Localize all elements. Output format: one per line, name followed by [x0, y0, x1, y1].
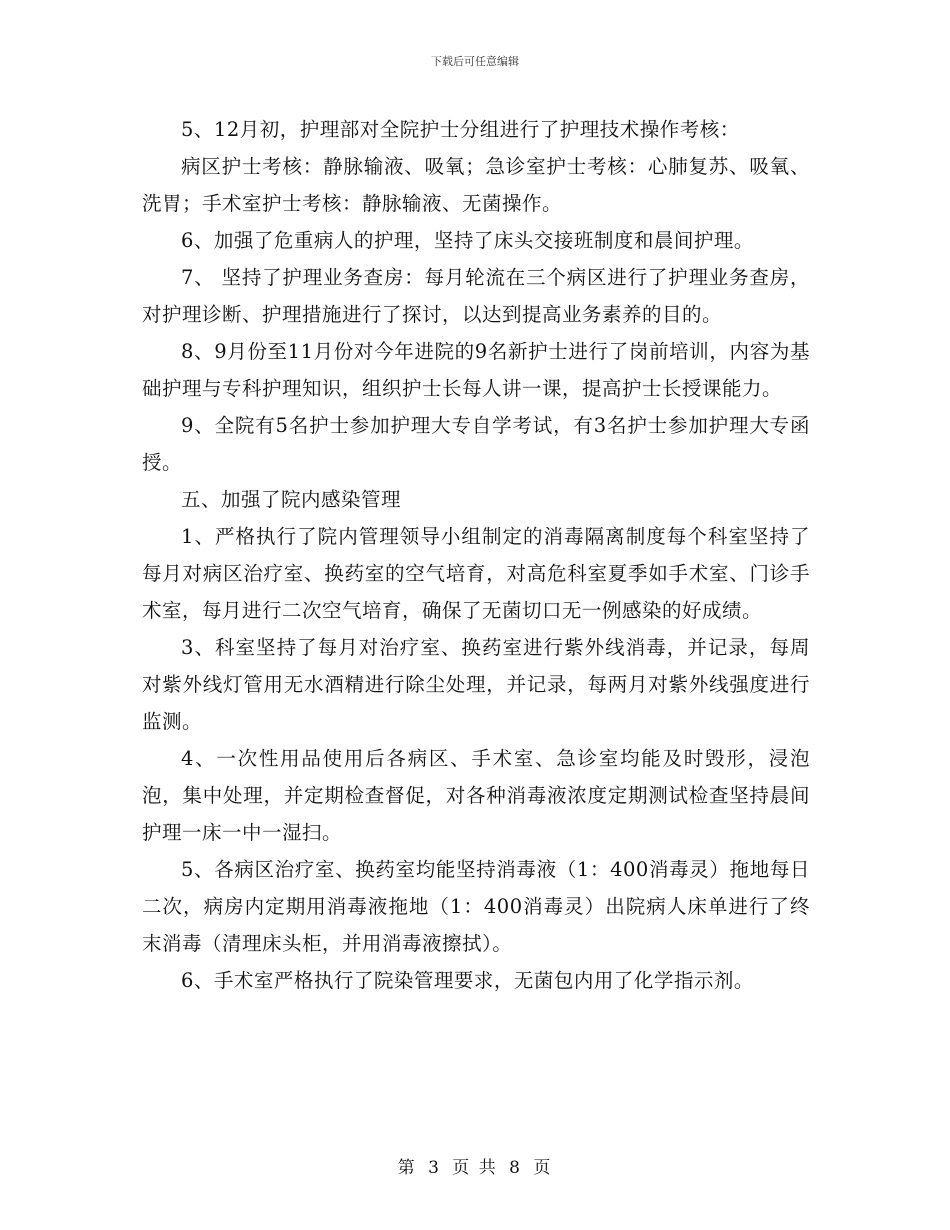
footer-middle: 页 共 [452, 1158, 498, 1178]
paragraph-infection-item-3: 3、科室坚持了每月对治疗室、换药室进行紫外线消毒，并记录，每周对紫外线灯管用无水酒精进行除尘处理，并记录，每两月对紫外线强度进行监测。 [142, 636, 810, 733]
paragraph-infection-item-1: 1、严格执行了院内管理领导小组制定的消毒隔离制度每个科室坚持了每月对病区治疗室、换药室的空气培育，对高危科室夏季如手术室、门诊手术室，每月进行二次空气培育，确保了无菌切口无一例感染的好成绩。 [142, 525, 810, 622]
paragraph-item-7-ward-rounds: 7、 坚持了护理业务查房：每月轮流在三个病区进行了护理业务查房，对护理诊断、护理措施进行了探讨，以达到提高业务素养的目的。 [142, 266, 810, 326]
paragraph-infection-item-6: 6、手术室严格执行了院染管理要求，无菌包内用了化学指示剂。 [181, 969, 754, 992]
paragraph-infection-item-4: 4、一次性用品使用后各病区、手术室、急诊室均能及时毁形，浸泡泡，集中处理，并定期检查督促，对各种消毒液浓度定期测试检查坚持晨间护理一床一中一湿扫。 [142, 747, 810, 844]
paragraph-item-5-assessment: 5、12月初，护理部对全院护士分组进行了护理技术操作考核： [181, 118, 740, 141]
footer-suffix: 页 [533, 1158, 553, 1178]
document-body [142, 111, 810, 999]
paragraph-item-9-exams: 9、全院有5名护士参加护理大专自学考试，有3名护士参加护理大专函授。 [142, 414, 810, 474]
paragraph-item-6-critical-care: 6、加强了危重病人的护理，坚持了床头交接班制度和晨间护理。 [181, 229, 754, 252]
footer-current-page: 3 [428, 1158, 441, 1178]
section-heading-infection-control: 五、加强了院内感染管理 [181, 488, 402, 511]
page-footer [0, 1153, 950, 1178]
footer-prefix: 第 [397, 1158, 417, 1178]
paragraph-item-8-training: 8、9月份至11月份对今年进院的9名新护士进行了岗前培训，内容为基础护理与专科护理知识，组织护士长每人讲一课，提高护士长授课能力。 [142, 340, 810, 400]
footer-total-pages: 8 [509, 1158, 522, 1178]
paragraph-assessment-details: 病区护士考核：静脉输液、吸氧；急诊室护士考核：心肺复苏、吸氧、洗胃；手术室护士考核：静脉输液、无菌操作。 [142, 155, 810, 215]
paragraph-infection-item-5: 5、各病区治疗室、换药室均能坚持消毒液（1：400消毒灵）拖地每日二次，病房内定期用消毒液拖地（1：400消毒灵）出院病人床单进行了终末消毒（清理床头柜，并用消毒液擦拭）。 [142, 858, 810, 955]
page-header: 下载后可任意编辑 [431, 55, 519, 68]
